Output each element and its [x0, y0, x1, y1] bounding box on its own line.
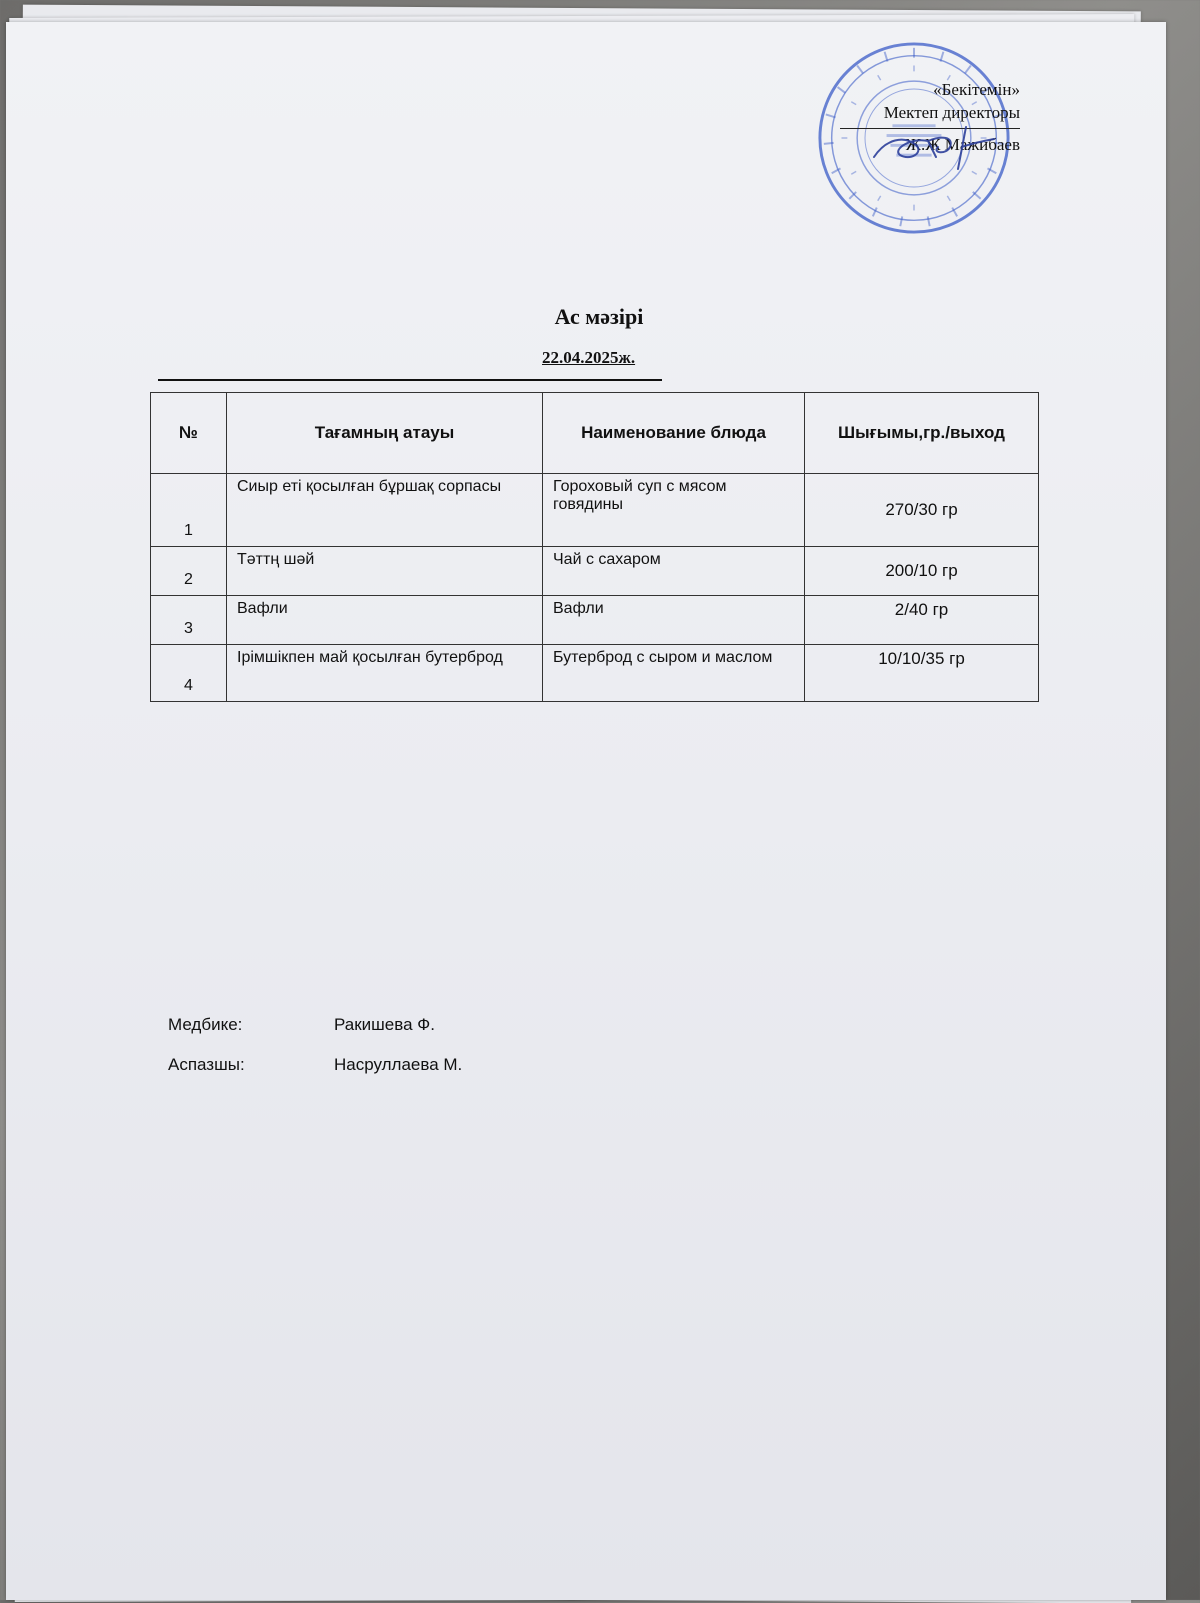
row-number: 2 — [151, 547, 227, 596]
staff-role: Аспазшы: — [168, 1055, 245, 1074]
dish-name-kz: Ірімшікпен май қосылған бутерброд — [227, 645, 543, 702]
director-name: Ж.Ж Мажибаев — [840, 128, 1020, 156]
staff-name: Насруллаева М. — [334, 1055, 463, 1074]
header-yield: Шығымы,гр./выход — [805, 393, 1039, 474]
staff-name: Ракишева Ф. — [334, 1015, 435, 1034]
row-number: 3 — [151, 596, 227, 645]
header-name-kz: Тағамның атауы — [227, 393, 543, 474]
director-signature — [866, 117, 1006, 177]
dish-name-ru: Вафли — [543, 596, 805, 645]
document-page — [6, 22, 1166, 1600]
header-number: № — [151, 393, 227, 474]
dish-yield: 200/10 гр — [805, 547, 1039, 596]
dish-yield: 10/10/35 гр — [805, 645, 1039, 702]
row-number: 1 — [151, 474, 227, 547]
row-number: 4 — [151, 645, 227, 702]
dish-name-ru: Чай с сахаром — [543, 547, 805, 596]
header-name-ru: Наименование блюда — [543, 393, 805, 474]
menu-table — [150, 392, 1039, 702]
approval-position: Мектеп директоры — [883, 103, 1020, 122]
table-row — [151, 474, 1039, 547]
staff-nurse — [168, 1015, 435, 1035]
dish-yield: 2/40 гр — [805, 596, 1039, 645]
dish-name-ru: Гороховый суп с мясом говядины — [543, 474, 805, 547]
dish-name-ru: Бутерброд с сыром и маслом — [543, 645, 805, 702]
document-title: Ас мәзірі — [554, 304, 644, 329]
dish-yield: 270/30 гр — [805, 474, 1039, 547]
approval-heading: «Бекітемін» — [933, 80, 1020, 99]
document-date: 22.04.2025ж. — [542, 348, 636, 367]
staff-role: Медбике: — [168, 1015, 243, 1034]
table-header-row — [151, 393, 1039, 474]
table-row — [151, 547, 1039, 596]
title-underline — [158, 379, 662, 381]
dish-name-kz: Сиыр еті қосылған бұршақ сорпасы — [227, 474, 543, 547]
dish-name-kz: Тәттң шәй — [227, 547, 543, 596]
dish-name-kz: Вафли — [227, 596, 543, 645]
table-row — [151, 645, 1039, 702]
staff-cook — [168, 1055, 462, 1075]
table-row — [151, 596, 1039, 645]
